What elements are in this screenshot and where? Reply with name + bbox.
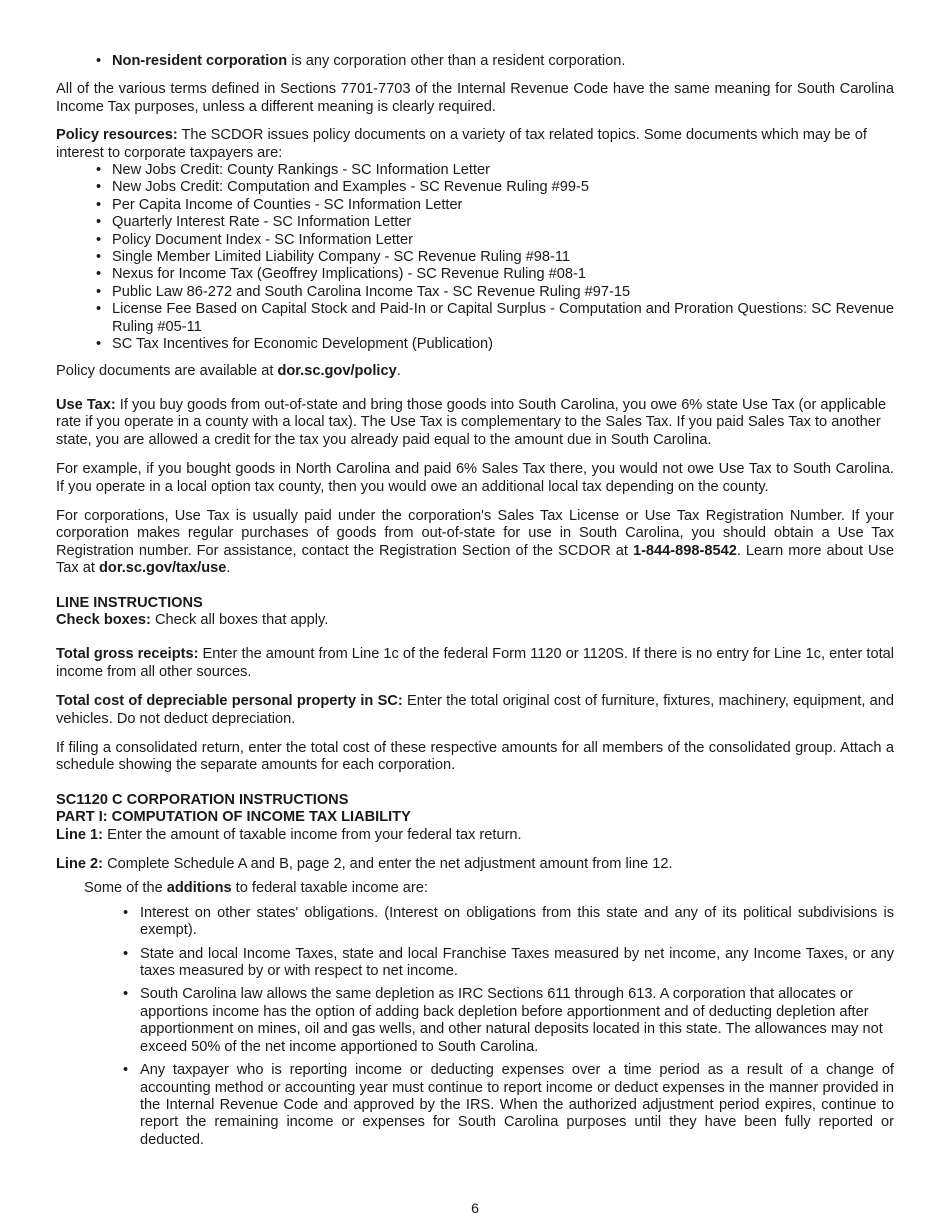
list-item: • State and local Income Taxes, state and local Franchise Taxes measured by net income, any Income Taxes, or any taxes measured by or with respect to net income. (140, 946, 894, 981)
line1-instruction: Line 1: Enter the amount of taxable income from your federal tax return. (56, 826, 522, 843)
additions-list (140, 905, 894, 1149)
additions-intro: Some of the additions to federal taxable income are: (84, 880, 428, 897)
list-item: • New Jobs Credit: County Rankings - SC Information Letter (112, 162, 894, 179)
list-item: • Policy Document Index - SC Information Letter (112, 232, 894, 249)
policy-list (112, 162, 894, 353)
document-page (56, 53, 894, 1155)
use-tax-paragraph: Use Tax: If you buy goods from out-of-state and bring those goods into South Carolina, you owe 6% state Use Tax (or applicable rate if you operate in a county with a local tax). The Use Tax is complementary to the Sales Tax. If you paid Sales Tax to another state, you are allowed a credit for the tax you already paid equal to the amount due in South Carolina. (56, 396, 887, 448)
list-item: • Non-resident corporation is any corporation other than a resident corporation. (112, 53, 894, 70)
list-item: • New Jobs Credit: Computation and Examples - SC Revenue Ruling #99-5 (112, 179, 894, 196)
line-instructions-heading: LINE INSTRUCTIONS (56, 594, 203, 611)
depreciable-property-instruction: Total cost of depreciable personal property in SC: Enter the total original cost of furniture, fixtures, machinery, equipment, and vehicles. Do not deduct depreciation. (56, 693, 894, 727)
list-item: • Nexus for Income Tax (Geoffrey Implications) - SC Revenue Ruling #08-1 (112, 266, 894, 283)
top-bullet-list (112, 53, 894, 70)
policy-link[interactable]: dor.sc.gov/policy (277, 362, 397, 379)
use-tax-link[interactable]: dor.sc.gov/tax/use (99, 560, 227, 577)
check-boxes-instruction: Check boxes: Check all boxes that apply. (56, 611, 329, 628)
policy-availability: Policy documents are available at dor.sc.gov/policy. (56, 362, 401, 379)
list-item: • Per Capita Income of Counties - SC Information Letter (112, 197, 894, 214)
policy-intro: Policy resources: The SCDOR issues policy documents on a variety of tax related topics. Some documents which may be of interest to corporate taxpayers are: (56, 127, 867, 161)
page-number: 6 (471, 1200, 479, 1216)
list-item: • Public Law 86-272 and South Carolina Income Tax - SC Revenue Ruling #97-15 (112, 284, 894, 301)
sc1120-heading: SC1120 C CORPORATION INSTRUCTIONS (56, 791, 349, 808)
list-item: • South Carolina law allows the same depletion as IRC Sections 611 through 613. A corporation that allocates or apportions income has the option of adding back depletion before apportionment and of deducting depletion after apportionment on mines, oil and gas wells, and other natural deposits located in this state. The allowances may not exceed 50% of the net income apportioned to South Carolina. (140, 986, 894, 1056)
list-item: • Quarterly Interest Rate - SC Information Letter (112, 214, 894, 231)
line2-instruction: Line 2: Complete Schedule A and B, page 2, and enter the net adjustment amount from line 12. (56, 856, 673, 873)
use-tax-corporations: For corporations, Use Tax is usually paid under the corporation's Sales Tax License or Use Tax Registration Number. If your corporation makes regular purchases of goods from out-of-state for use in South Carolina, you should obtain a Use Tax Registration number. For assistance, contact the Registration Section of the SCDOR at 1-844-898-8542. Learn more about Use Tax at dor.sc.gov/tax/use. (56, 507, 894, 577)
list-item: • License Fee Based on Capital Stock and Paid-In or Capital Surplus - Computation and Proration Questions: SC Revenue Ruling #05-11 (112, 301, 894, 336)
registration-phone: 1-844-898-8542 (632, 542, 737, 559)
part1-heading: PART I: COMPUTATION OF INCOME TAX LIABILITY (56, 809, 411, 826)
gross-receipts-instruction: Total gross receipts: Enter the amount from Line 1c of the federal Form 1120 or 1120S. If there is no entry for Line 1c, enter total income from all other sources. (56, 646, 894, 680)
consolidated-instruction: If filing a consolidated return, enter the total cost of these respective amounts for all members of the consolidated group. Attach a schedule showing the separate amounts for each corporation. (56, 740, 894, 774)
list-item: • Single Member Limited Liability Company - SC Revenue Ruling #98-11 (112, 249, 894, 266)
terms-paragraph: All of the various terms defined in Sections 7701-7703 of the Internal Revenue Code have the same meaning for South Carolina Income Tax purposes, unless a different meaning is clearly required. (56, 81, 894, 115)
list-item: • Any taxpayer who is reporting income or deducting expenses over a time period as a result of a change of accounting method or accounting year must continue to report income or deduct expenses in the manner provided in the Internal Revenue Code and approved by the IRS. When the authorized adjustment period expires, continue to report the remaining income or expenses for South Carolina purposes until they have been fully reported or deducted. (140, 1062, 894, 1149)
term-nonresident: Non-resident corporation (112, 53, 288, 69)
list-item: • SC Tax Incentives for Economic Development (Publication) (112, 336, 894, 353)
use-tax-example: For example, if you bought goods in North Carolina and paid 6% Sales Tax there, you would not owe Use Tax to South Carolina. If you operate in a local option tax county, then you would owe an additional local tax depending on the county. (56, 461, 894, 495)
list-item: • Interest on other states' obligations. (Interest on obligations from this state and any of its political subdivisions is exempt). (140, 905, 894, 940)
